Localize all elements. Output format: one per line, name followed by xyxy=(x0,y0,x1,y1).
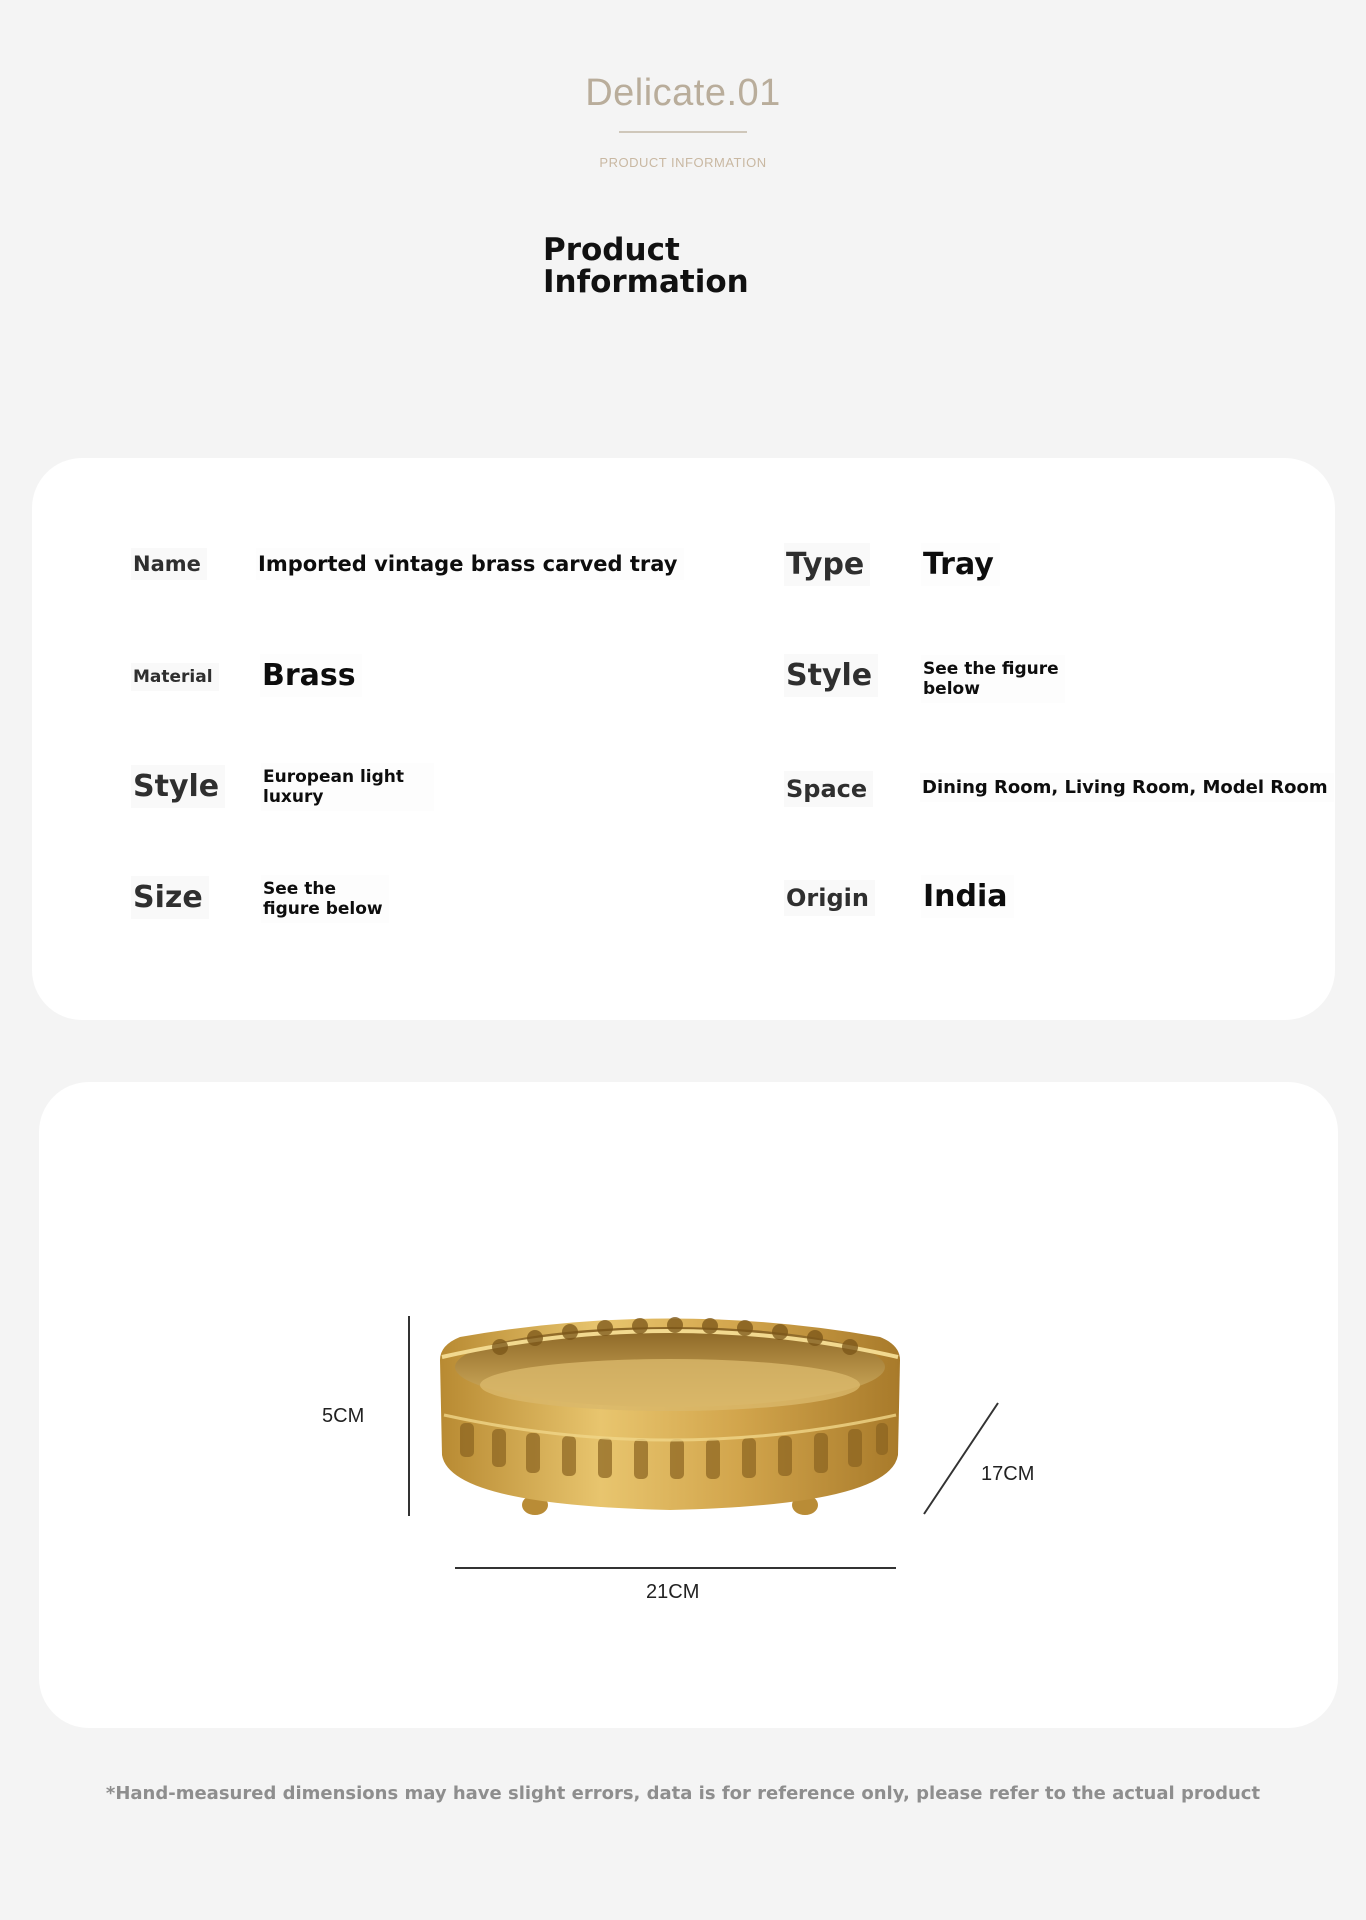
section-title-line2: Information xyxy=(543,264,749,300)
depth-label: 17CM xyxy=(981,1463,1035,1485)
name-value: Imported vintage brass carved tray xyxy=(256,548,684,580)
type-value: Tray xyxy=(921,543,1000,586)
measurement-footnote: *Hand-measured dimensions may have slight errors, data is for reference only, please refer to the actual product xyxy=(105,1783,1261,1804)
style-value-left-line1: European light xyxy=(263,767,405,787)
style-value-right-line2: below xyxy=(923,679,980,699)
style-label-left: Style xyxy=(131,765,225,808)
depth-dimension-line xyxy=(924,1403,998,1514)
name-label: Name xyxy=(131,548,207,580)
space-label: Space xyxy=(784,771,873,807)
height-label: 5CM xyxy=(322,1405,365,1427)
brand-title: Delicate.01 xyxy=(585,72,781,114)
width-label: 21CM xyxy=(646,1581,700,1603)
type-label: Type xyxy=(784,543,870,586)
material-label: Material xyxy=(131,663,219,691)
space-value: Dining Room, Living Room, Model Room xyxy=(920,773,1334,802)
material-value: Brass xyxy=(260,654,362,697)
style-value-left-line2: luxury xyxy=(263,787,324,807)
origin-label: Origin xyxy=(784,880,875,916)
style-value-right-line1: See the figure xyxy=(923,659,1059,679)
tray-bottom xyxy=(480,1359,860,1411)
section-title-line1: Product xyxy=(543,232,680,268)
origin-value: India xyxy=(921,875,1014,918)
style-label-right: Style xyxy=(784,654,878,697)
brass-tray-image xyxy=(430,1305,910,1525)
size-value-line1: See the xyxy=(263,879,336,899)
brand-subtitle: PRODUCT INFORMATION xyxy=(599,155,767,170)
size-label: Size xyxy=(131,876,209,919)
size-value-line2: figure below xyxy=(263,899,383,919)
